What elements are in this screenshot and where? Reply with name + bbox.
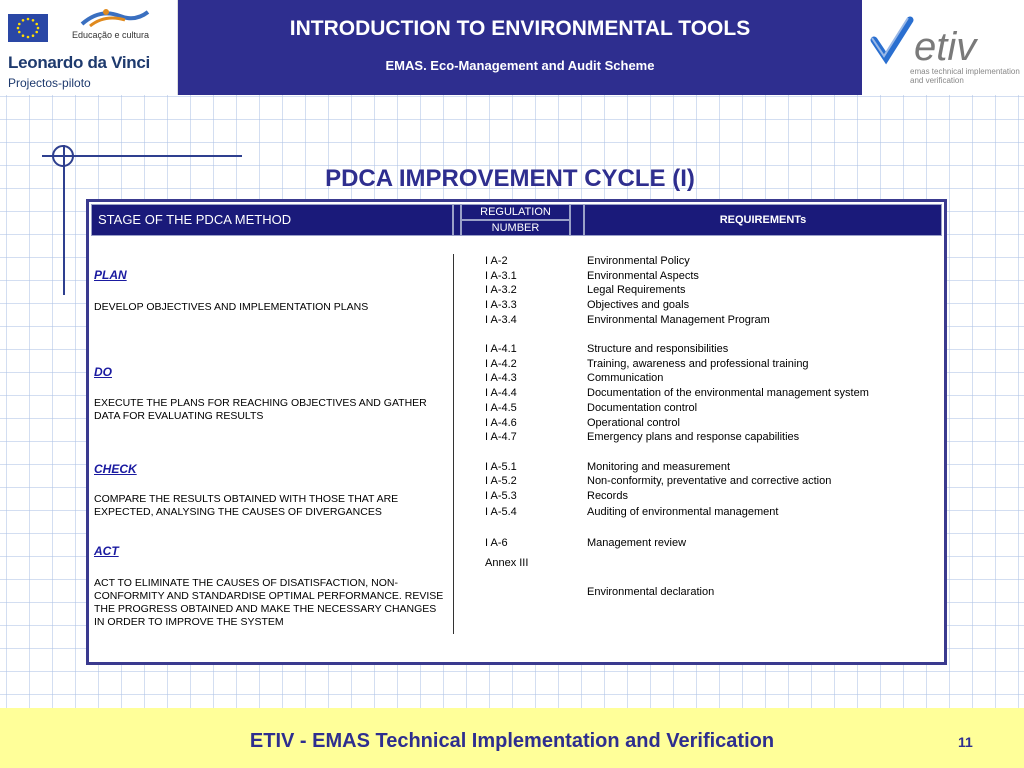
requirement-text: Structure and responsibilities — [587, 343, 729, 355]
page-number: 11 — [958, 734, 973, 750]
footer-text: ETIV - EMAS Technical Implementation and Verification — [249, 730, 775, 752]
requirement-text: Environmental Policy — [587, 255, 690, 267]
table-row — [485, 357, 945, 372]
header-requirements-cell: REQUIREMENTs — [584, 204, 942, 236]
leonardo-da-vinci-logo-area — [0, 0, 178, 95]
education-culture-logo-icon — [80, 6, 150, 26]
stage-check-desc: COMPARE THE RESULTS OBTAINED WITH THOSE THAT ARE EXPECTED, ANALYSING THE CAUSES OF DIVERGANCES — [94, 493, 399, 518]
regulation-number: I A-6 — [485, 536, 508, 549]
regulation-number: I A-4.1 — [485, 343, 517, 355]
table-row — [485, 254, 945, 269]
requirement-text: Environmental Management Program — [587, 313, 770, 326]
table-row — [485, 283, 945, 298]
requirement-text: Emergency plans and response capabilities — [587, 431, 800, 444]
header-band — [178, 0, 862, 95]
regulation-number: I A-3.2 — [485, 284, 517, 297]
requirement-text: Management review — [587, 536, 687, 549]
requirement-text: Auditing of environmental management — [587, 505, 779, 518]
eu-flag-icon — [8, 14, 48, 42]
table-row — [485, 269, 945, 284]
regulation-number: I A-5.4 — [485, 505, 517, 518]
header-number-cell: NUMBER — [461, 220, 570, 236]
requirement-text: Documentation of the environmental management system — [587, 387, 869, 400]
table-row — [485, 474, 945, 489]
requirement-text: Monitoring and measurement — [587, 460, 731, 473]
header-regulation-cell: REGULATION — [461, 204, 570, 220]
table-row — [485, 371, 945, 386]
etiv-tagline-line-2: and verification — [910, 76, 964, 85]
table-row — [485, 298, 945, 313]
stage-plan-label: PLAN — [94, 268, 127, 282]
stage-do-desc: EXECUTE THE PLANS FOR REACHING OBJECTIVES AND GATHER DATA FOR EVALUATING RESULTS — [94, 397, 427, 422]
regulation-number: I A-5.2 — [485, 475, 517, 488]
table-row — [485, 536, 945, 551]
requirement-text: Legal Requirements — [587, 284, 686, 297]
regulation-number: I A-3.1 — [485, 269, 517, 282]
stage-act-desc: ACT TO ELIMINATE THE CAUSES OF DISATISFACTION, NON-CONFORMITY AND STANDARDISE OPTIMAL PERFORMANCE. REVISE THE PROGRESS OBTAINED AND MAKE THE NECESSARY CHANGES IN ORDER TO IMPROVE THE SYSTEM — [94, 577, 444, 628]
regulation-number: I A-5.1 — [485, 460, 517, 473]
stage-do-label: DO — [94, 365, 112, 379]
requirement-text: Communication — [587, 372, 664, 385]
pdca-table — [86, 199, 947, 665]
header-title: INTRODUCTION TO ENVIRONMENTAL TOOLS — [289, 17, 751, 40]
decorative-circle — [52, 145, 74, 167]
table-row — [485, 505, 945, 520]
table-row — [485, 342, 945, 357]
regulation-number: I A-3.3 — [485, 299, 517, 312]
regulation-number: I A-3.4 — [485, 313, 517, 326]
etiv-logo-area — [862, 0, 1024, 95]
regulation-number: I A-4.4 — [485, 387, 517, 400]
requirement-text: Environmental declaration — [587, 586, 715, 598]
table-row — [485, 401, 945, 416]
regulation-number: I A-4.3 — [485, 372, 517, 385]
requirement-text: Operational control — [587, 416, 680, 429]
stage-act-label: ACT — [94, 544, 119, 558]
table-row — [485, 313, 945, 328]
regulation-number: I A-4.6 — [485, 416, 517, 429]
stage-check-label: CHECK — [94, 462, 137, 476]
header-subtitle: EMAS. Eco-Management and Audit Scheme — [385, 58, 655, 73]
decorative-line-vertical — [63, 145, 65, 295]
table-row — [485, 460, 945, 475]
requirement-text: Non-conformity, preventative and corrective action — [587, 475, 832, 488]
page-title: PDCA IMPROVEMENT CYCLE (I) — [325, 165, 695, 192]
table-row — [485, 430, 945, 445]
regulation-number: I A-2 — [485, 255, 508, 267]
projectos-piloto-label: Projectos-piloto — [8, 76, 91, 90]
header-stage-cell: STAGE OF THE PDCA METHOD — [91, 204, 453, 236]
regulation-number: I A-4.7 — [485, 431, 517, 444]
requirement-text: Documentation control — [587, 401, 698, 414]
etiv-tagline — [910, 67, 1020, 85]
regulation-number: I A-4.5 — [485, 401, 517, 414]
column-divider — [453, 254, 454, 634]
regulation-number: I A-4.2 — [485, 357, 517, 370]
etiv-tagline-line-1: emas technical implementation — [910, 67, 1020, 76]
table-header-row — [91, 204, 942, 236]
leonardo-da-vinci-title: Leonardo da Vinci — [8, 53, 150, 72]
requirement-text: Training, awareness and professional training — [587, 357, 809, 370]
etiv-logo-icon — [868, 14, 1018, 75]
requirement-text: Records — [587, 489, 628, 502]
svg-text:etiv: etiv — [914, 25, 977, 69]
stage-plan-desc: DEVELOP OBJECTIVES AND IMPLEMENTATION PLANS — [94, 301, 369, 313]
requirement-text: Environmental Aspects — [587, 269, 699, 282]
footer-band — [0, 708, 1024, 768]
education-culture-label: Educação e cultura — [72, 30, 150, 40]
header-spacer — [570, 204, 584, 236]
header-spacer — [453, 204, 461, 236]
table-row — [485, 386, 945, 401]
requirement-text: Objectives and goals — [587, 299, 690, 312]
regulation-number: Annex III — [485, 556, 529, 569]
table-row — [485, 556, 945, 571]
table-row — [485, 416, 945, 431]
table-row — [485, 489, 945, 504]
table-row — [485, 585, 945, 600]
regulation-number: I A-5.3 — [485, 489, 517, 502]
